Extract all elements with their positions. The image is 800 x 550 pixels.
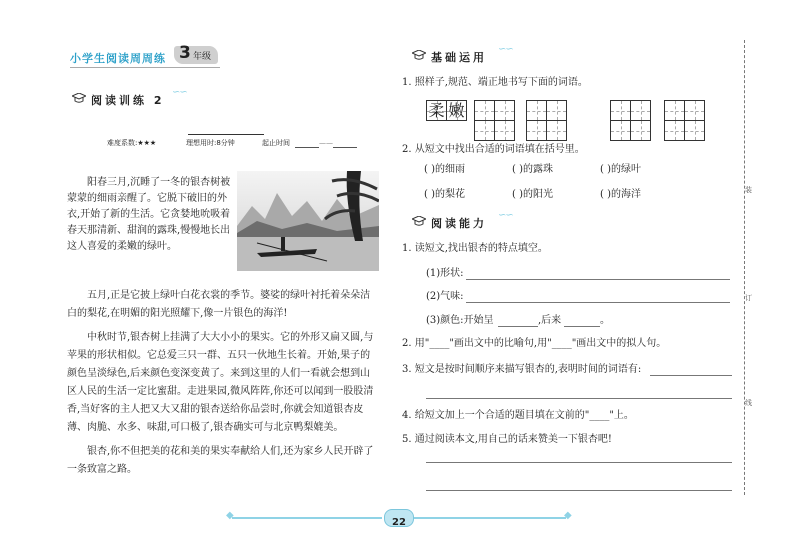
blank-ocean[interactable]: ( )的海洋 [600, 189, 641, 200]
ideal-time: 理想用时:8分钟 [186, 139, 235, 147]
ability-section-header [412, 210, 542, 230]
ability-section-title: 阅读能力 [431, 217, 487, 230]
page-number: 22 [392, 517, 406, 528]
color-label-c: 。 [600, 315, 610, 326]
question-2: 2. 从短文中找出合适的词语填在括号里。 [402, 144, 585, 155]
name-underline [188, 134, 264, 135]
decor-swirl: ∽∽ [498, 44, 513, 55]
color-later-blank[interactable] [564, 326, 600, 327]
question-3: 1. 读短文,找出银杏的特点填空。 [402, 243, 548, 254]
time-words-line-2[interactable] [426, 398, 732, 399]
question-6: 4. 给短文加上一个合适的题目填在文前的"____"上。 [402, 410, 634, 421]
writing-grid-row2c[interactable] [610, 120, 651, 141]
paragraph-1: 阳春三月,沉睡了一冬的银杏树被蒙蒙的细雨亲醒了。它脱下破旧的外衣,开始了新的生活。它贪婪地吮吸着春天那清新、甜润的露珠,慢慢地长出这人喜爱的柔嫩的绿叶。 [67, 177, 231, 252]
sample-cell [427, 101, 447, 120]
sample-char: 柔 [428, 101, 445, 120]
writing-grid-3[interactable] [610, 100, 651, 121]
series-header [70, 43, 220, 66]
binding-char-3: 线 [745, 399, 752, 407]
paragraph-2: 五月,正是它披上绿叶白花衣裳的季节。婆娑的绿叶衬托着朵朵洁白的梨花,在明媚的阳光照耀下,像一片银色的海洋! [67, 290, 371, 319]
blank-leaves[interactable]: ( )的绿叶 [600, 164, 641, 175]
blank-sunshine[interactable]: ( )的阳光 [512, 189, 553, 200]
difficulty: 难度系数:★★★ [107, 139, 157, 147]
writing-grid-row2b[interactable] [526, 120, 567, 141]
series-title: 小学生阅读周周练 [70, 52, 166, 65]
question-5: 3. 短文是按时间顺序来描写银杏的,表明时间的词语有: [402, 364, 642, 375]
passage-rest [67, 287, 379, 479]
shape-label: (1)形状: [426, 268, 464, 279]
sample-char: 嫩 [448, 101, 465, 120]
graduation-cap-icon [72, 93, 86, 104]
reading-section-title: 阅读训练 2 [91, 94, 165, 107]
writing-grid-4[interactable] [664, 100, 705, 121]
question-7: 5. 通过阅读本文,用自己的话来赞美一下银杏吧! [402, 434, 612, 445]
time-sep: —— [319, 139, 333, 147]
binding-char-1: 装 [745, 186, 752, 194]
graduation-cap-icon [412, 50, 426, 61]
shape-answer-line[interactable] [466, 279, 730, 280]
question-1: 1. 照样子,规范、端正地书写下面的词语。 [402, 77, 588, 88]
praise-line-2[interactable] [426, 490, 732, 491]
blank-drizzle[interactable]: ( )的细雨 [424, 164, 465, 175]
basics-section-header [412, 44, 542, 64]
smell-label: (2)气味: [426, 291, 464, 302]
paragraph-3: 中秋时节,银杏树上挂满了大大小小的果实。它的外形又扁又圆,与苹果的形状相似。它总爱三只一群、五只一伙地生长着。开始,果子的颜色呈淡绿色,后来颜色变深变黄了。来到这里的人们一看就会想到山区人民的生活一定比蜜甜。走进果园,微风阵阵,你还可以闻到一股股清香,当好客的主人把又大又甜的银杏送给你品尝时,你就会知道银杏皮薄、肉脆、水多、味甜,可口极了,银杏确实可与北京鸭梨媲美。 [67, 332, 374, 433]
writing-grid-row2d[interactable] [664, 120, 705, 141]
decor-swirl: ∽∽ [172, 87, 187, 98]
start-time-label: 起止时间 [262, 139, 290, 147]
writing-grid-2[interactable] [526, 100, 567, 121]
question-4: 2. 用"____"画出文中的比喻句,用"____"画出文中的拟人句。 [402, 338, 667, 349]
decor-swirl: ∽∽ [498, 210, 513, 221]
sample-grid [426, 100, 467, 121]
color-label-a: (3)颜色:开始呈 [426, 315, 494, 326]
writing-grid-row2a[interactable] [474, 120, 515, 141]
reading-section-header [72, 87, 202, 107]
blank-dew[interactable]: ( )的露珠 [512, 164, 553, 175]
grade-badge [174, 43, 218, 64]
binding-line [744, 40, 745, 495]
footer-rule-left [232, 517, 382, 519]
binding-char-2: 订 [745, 294, 752, 302]
start-time-field [295, 147, 319, 148]
footer-rule-right [414, 517, 566, 519]
footer-ornament-left: ◆ [226, 510, 234, 521]
footer-ornament-right: ◆ [564, 510, 572, 521]
sample-cell [447, 101, 466, 120]
writing-grid-1[interactable] [474, 100, 515, 121]
sample-word-grid [426, 100, 467, 121]
graduation-cap-icon [412, 216, 426, 227]
color-early-blank[interactable] [498, 326, 538, 327]
grade-label: 年级 [193, 52, 212, 62]
end-time-field [333, 147, 357, 148]
grade-number: 3 [179, 43, 191, 63]
basics-section-title: 基础运用 [431, 51, 487, 64]
page-number-badge [384, 509, 414, 527]
time-words-line-1[interactable] [650, 375, 732, 376]
paragraph-4: 银杏,你不但把美的花和美的果实奉献给人们,还为家乡人民开辟了一条致富之路。 [67, 446, 374, 475]
passage [67, 175, 379, 255]
praise-line-1[interactable] [426, 462, 732, 463]
color-label-b: ,后来 [538, 315, 562, 326]
blank-pear-flower[interactable]: ( )的梨花 [424, 189, 465, 200]
header-rule [70, 67, 220, 68]
smell-answer-line[interactable] [466, 302, 730, 303]
